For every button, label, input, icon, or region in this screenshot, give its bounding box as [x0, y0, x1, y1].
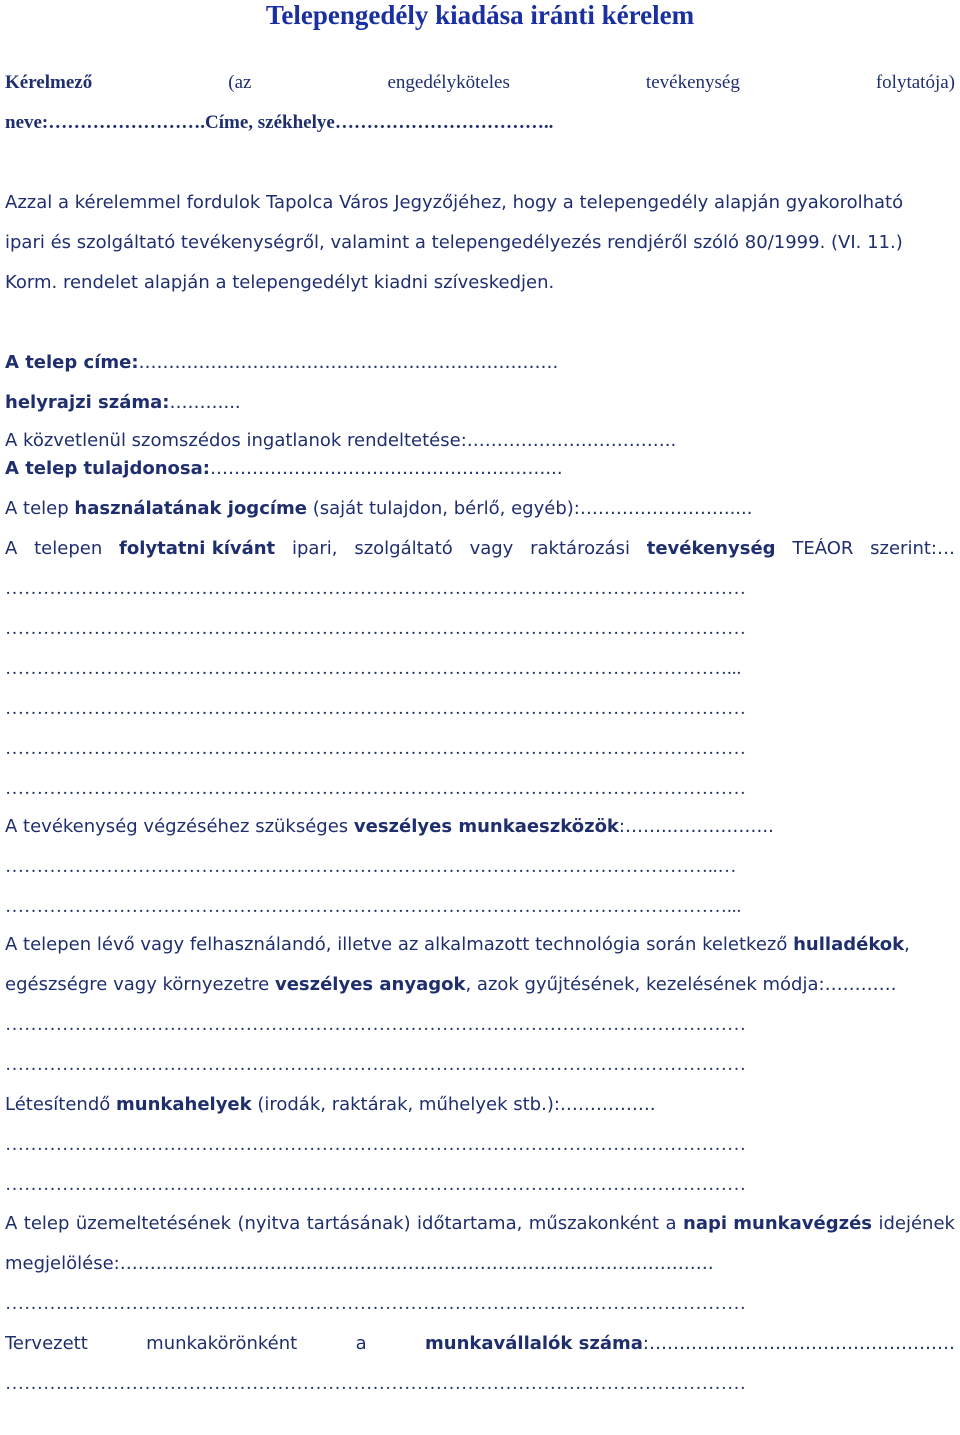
use-label-c: (saját tulajdon, bérlő, egyéb):: [307, 498, 580, 519]
waste-row-2: [5, 974, 955, 996]
tools-field-line[interactable]: ……………………………………………………………………………………………………...: [5, 896, 742, 917]
applicant-label: Kérelmező: [5, 72, 93, 93]
seat-field[interactable]: ……………………………..: [334, 112, 554, 133]
word: üzemeltetésének: [75, 1213, 232, 1234]
word: telepen: [34, 538, 103, 559]
activity-field-line[interactable]: ………………………………………………………………………………………………………: [5, 618, 746, 639]
tools-field-start[interactable]: :……..……………..: [618, 816, 774, 837]
neighbor-field[interactable]: ……………………………..: [466, 430, 677, 451]
word: vagy: [469, 538, 514, 559]
workplaces-field-line[interactable]: ………………………………………………………………………………………………………: [5, 1174, 746, 1195]
staff-field-line[interactable]: ………………………………………………………………………………………………………: [5, 1373, 746, 1394]
word: telep: [23, 1213, 70, 1234]
word: napi munkavégzés: [683, 1213, 873, 1234]
applicant-line-1: [5, 72, 955, 94]
word: engedélyköteles: [387, 72, 510, 93]
use-label-a: A telep: [5, 498, 75, 519]
lot-number-field[interactable]: ………...: [169, 392, 241, 413]
site-address-label: A telep címe:: [5, 352, 139, 373]
word: TEÁOR: [792, 538, 854, 559]
lot-number-label: helyrajzi száma:: [5, 392, 170, 413]
word: tevékenység: [646, 538, 776, 559]
waste-label-b: hulladékok: [793, 934, 905, 955]
activity-field-line[interactable]: ……………………………………………………………………………………………………...: [5, 658, 742, 679]
tools-label-a: A tevékenység végzéséhez szükséges: [5, 816, 354, 837]
waste-label-a: A telepen lévő vagy felhasználandó, illetve az alkalmazott technológia során keletkező: [5, 934, 794, 955]
hours-row-1: [5, 1213, 955, 1235]
applicant-line-2: [5, 112, 955, 134]
neighbor-label: A közvetlenül szomszédos ingatlanok rendeltetése:: [5, 430, 467, 451]
activity-field-line[interactable]: ………………………………………………………………………………………………………: [5, 578, 746, 599]
neighbor-row: [5, 430, 955, 452]
staff-field-start[interactable]: :……………………………………………: [642, 1333, 955, 1354]
word: A: [5, 1213, 18, 1234]
workplaces-field-start[interactable]: (irodák, raktárak, műhelyek stb.):…………….: [251, 1094, 656, 1115]
word: tartásának): [306, 1213, 411, 1234]
word: folytatója): [875, 72, 955, 93]
activity-field-line[interactable]: ………………………………………………………………………………………………………: [5, 738, 746, 759]
word: raktározási: [530, 538, 630, 559]
staff-row: [5, 1333, 955, 1355]
hours-field-start[interactable]: megjelölése:………………………………………………………………………………………: [5, 1253, 714, 1274]
seat-label: Címe, székhelye: [205, 112, 335, 133]
use-label-b: használatának jogcíme: [74, 498, 307, 519]
word: időtartama,: [417, 1213, 523, 1234]
tools-row: [5, 816, 955, 838]
workplaces-row: [5, 1094, 955, 1116]
intro-line-3: Korm. rendelet alapján a telepengedélyt kiadni szíveskedjen.: [5, 272, 555, 293]
waste-label-c: ,: [904, 934, 910, 955]
word: tevékenység: [645, 72, 740, 93]
activity-field-line[interactable]: ………………………………………………………………………………………………………: [5, 778, 746, 799]
activity-field-line[interactable]: ………………………………………………………………………………………………………: [5, 698, 746, 719]
activity-field-start[interactable]: szerint:…: [870, 538, 955, 559]
word: (nyitva: [237, 1213, 301, 1234]
document-page: [5, 0, 955, 1394]
word: (az: [228, 72, 252, 93]
word: A: [5, 538, 18, 559]
intro-line-1: Azzal a kérelemmel fordulok Tapolca Város Jegyzőjéhez, hogy a telepengedély alapján gyakorolható: [5, 192, 904, 213]
site-address-row: [5, 352, 955, 374]
hours-field-line[interactable]: ………………………………………………………………………………………………………: [5, 1293, 746, 1314]
word: ipari,: [291, 538, 338, 559]
name-field[interactable]: neve:…………………….: [5, 112, 206, 133]
word: idejének: [878, 1213, 955, 1234]
staff-label-group: [425, 1333, 955, 1355]
workplaces-label-a: Létesítendő: [5, 1094, 116, 1115]
waste-label-d: egészségre vagy környezetre: [5, 974, 275, 995]
word: munkakörönként: [146, 1333, 298, 1354]
waste-field-start[interactable]: , azok gyűjtésének, kezelésének módja:…………: [465, 974, 897, 995]
waste-label-e: veszélyes anyagok: [274, 974, 466, 995]
workplaces-field-line[interactable]: ………………………………………………………………………………………………………: [5, 1134, 746, 1155]
activity-row: [5, 538, 955, 560]
document-title: Telepengedély kiadása iránti kérelem: [265, 0, 695, 30]
waste-field-line[interactable]: ………………………………………………………………………………………………………: [5, 1054, 746, 1075]
intro-line-2: ipari és szolgáltató tevékenységről, valamint a telepengedélyezés rendjéről szóló 80/1999. (VI. 11.): [5, 232, 903, 253]
owner-label: A telep tulajdonosa:: [5, 458, 210, 479]
word: Tervezett: [5, 1333, 88, 1354]
workplaces-label-b: munkahelyek: [116, 1094, 252, 1115]
owner-field[interactable]: …………………………………………..……...: [209, 458, 563, 479]
site-address-field[interactable]: …………………………………………………………….: [138, 352, 559, 373]
use-title-row: [5, 498, 955, 520]
word: folytatni kívánt: [119, 538, 276, 559]
tools-label-b: veszélyes munkaeszközök: [353, 816, 619, 837]
staff-label: munkavállalók száma: [425, 1333, 643, 1354]
word: a: [665, 1213, 677, 1234]
use-title-field[interactable]: …………………….....: [579, 498, 753, 519]
owner-row: [5, 458, 955, 480]
word: szolgáltató: [354, 538, 453, 559]
word: műszakonként: [528, 1213, 660, 1234]
waste-row-1: [5, 934, 955, 956]
waste-field-line[interactable]: ………………………………………………………………………………………………………: [5, 1014, 746, 1035]
lot-number-row: [5, 392, 955, 414]
tools-field-line[interactable]: …………………………………………………………………………………………………..…: [5, 856, 737, 877]
word: a: [355, 1333, 367, 1354]
